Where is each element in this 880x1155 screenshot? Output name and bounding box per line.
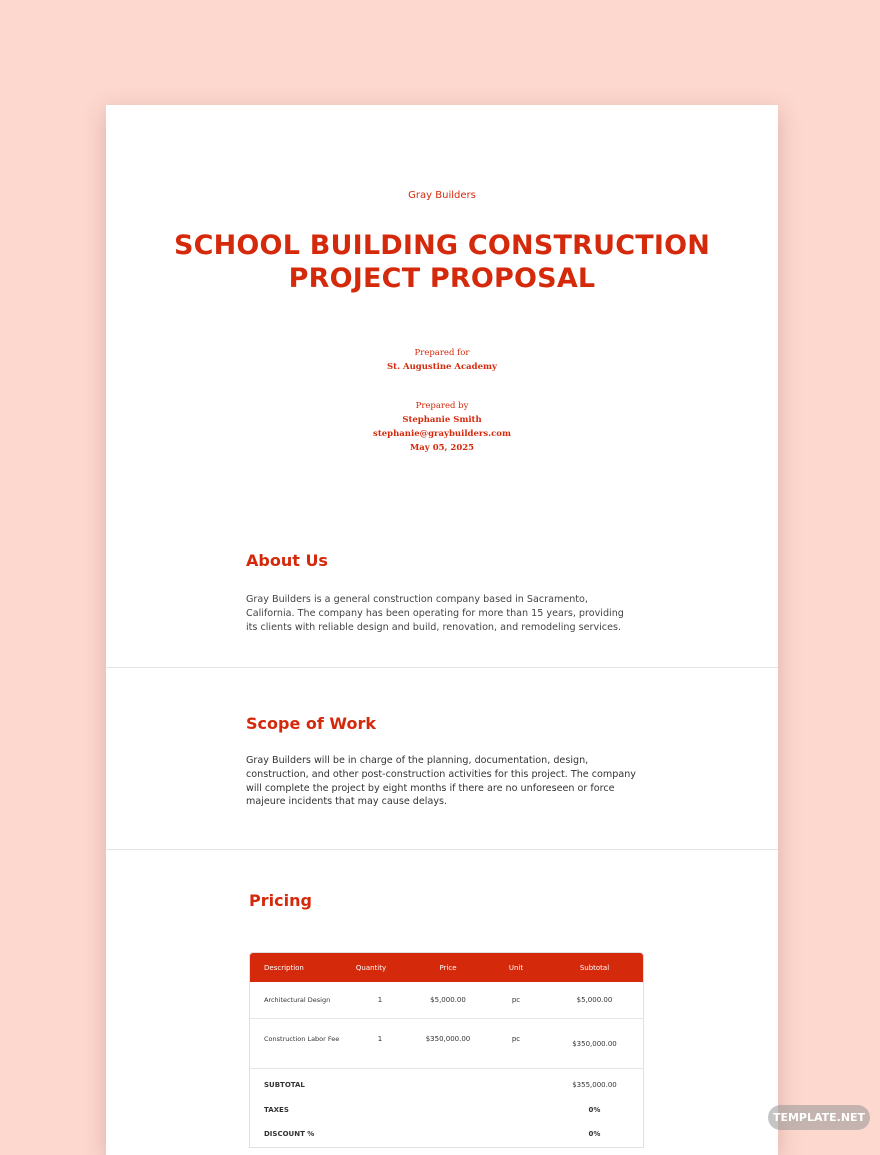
pricing-heading: Pricing — [249, 891, 312, 910]
scope-of-work-text: Gray Builders will be in charge of the planning, documentation, design, construction, and other post-construction activities for this project. The company will complete the project by eight months if there are no unforeseen or force majeure incidents that may cause delays. — [246, 755, 636, 808]
section-divider — [106, 849, 778, 850]
header-price: Price — [439, 963, 457, 972]
row-description: Architectural Design — [264, 996, 331, 1004]
prepared-by-name: Stephanie Smith — [402, 415, 482, 425]
document-title — [146, 229, 738, 295]
prepared-by-email: stephanie@graybuilders.com — [373, 429, 511, 439]
summary-row-subtotal — [250, 1073, 643, 1098]
table-header — [250, 953, 643, 982]
prepared-for-name: St. Augustine Academy — [387, 362, 497, 372]
summary-row-discount — [250, 1122, 643, 1147]
about-us-heading: About Us — [246, 551, 328, 570]
section-divider — [106, 667, 778, 668]
proposal-date: May 05, 2025 — [409, 443, 475, 453]
summary-label: SUBTOTAL — [264, 1081, 305, 1090]
summary-value: 0% — [588, 1130, 601, 1139]
header-unit: Unit — [508, 963, 524, 972]
prepared-for-block — [106, 347, 778, 374]
header-quantity: Quantity — [355, 963, 387, 972]
summary-value: 0% — [588, 1105, 601, 1114]
summary-value: $355,000.00 — [572, 1081, 617, 1090]
summary-label: TAXES — [264, 1105, 289, 1114]
row-subtotal: $350,000.00 — [572, 1039, 617, 1048]
row-price: $350,000.00 — [425, 1034, 471, 1043]
row-unit: pc — [511, 996, 521, 1004]
prepared-by-label: Prepared by — [415, 401, 469, 411]
row-price: $5,000.00 — [430, 996, 466, 1004]
title-line-1: SCHOOL BUILDING CONSTRUCTION — [173, 230, 711, 261]
table-row — [250, 982, 643, 1019]
row-subtotal: $5,000.00 — [576, 996, 613, 1004]
summary-label: DISCOUNT % — [264, 1130, 315, 1139]
row-quantity: 1 — [377, 996, 383, 1004]
row-description: Construction Labor Fee — [264, 1034, 340, 1043]
table-summary — [250, 1069, 643, 1147]
about-us-text: Gray Builders is a general construction company based in Sacramento, California. The company has been operating for more than 15 years, providing its clients with reliable design and build, renovation, and remodeling services. — [246, 594, 624, 633]
summary-row-taxes — [250, 1098, 643, 1123]
row-unit: pc — [511, 1034, 521, 1043]
scope-of-work-heading: Scope of Work — [246, 714, 376, 733]
header-description: Description — [264, 963, 304, 972]
company-name: Gray Builders — [408, 190, 476, 201]
prepared-for-label: Prepared for — [414, 348, 470, 358]
title-line-2: PROJECT PROPOSAL — [288, 263, 596, 294]
pricing-table — [249, 952, 644, 1148]
document-page — [106, 105, 778, 1155]
prepared-by-block — [106, 400, 778, 455]
header-subtotal: Subtotal — [579, 963, 610, 972]
template-net-watermark[interactable]: TEMPLATE.NET — [768, 1105, 870, 1130]
table-row — [250, 1019, 643, 1069]
row-quantity: 1 — [377, 1034, 383, 1043]
